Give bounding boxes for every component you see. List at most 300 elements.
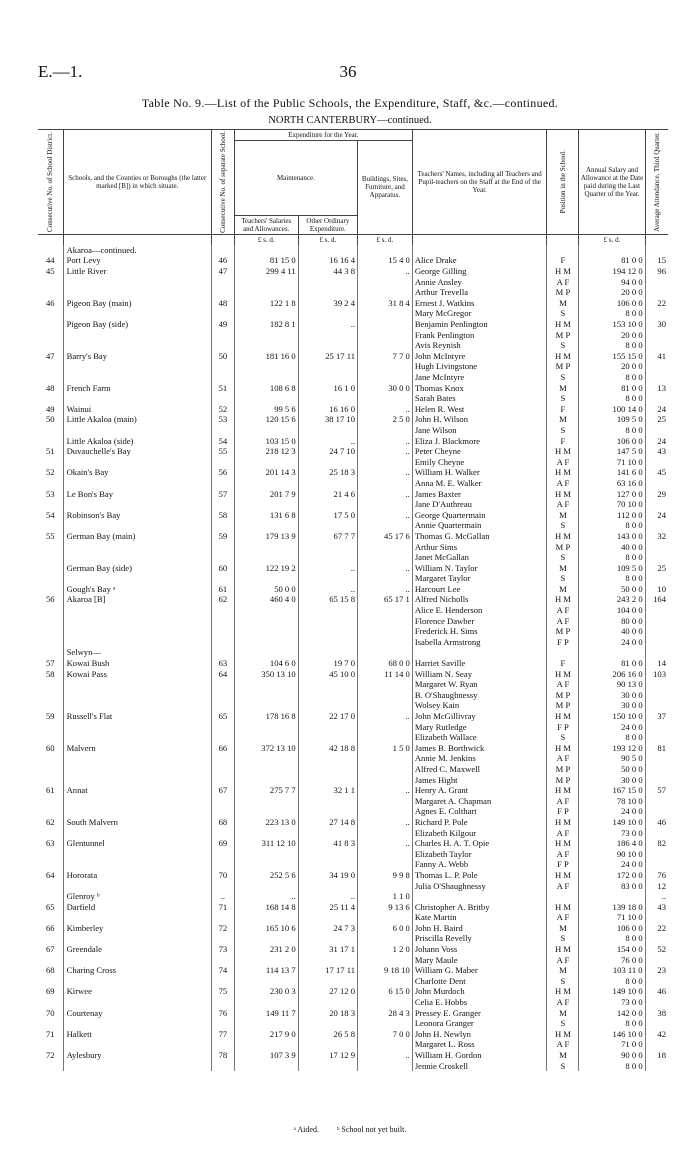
cell-attendance: 52 [657, 944, 666, 955]
cell-school-name: Charing Cross [63, 965, 211, 976]
cell-school-number [211, 393, 234, 404]
table-row [38, 933, 668, 944]
cell-district-number [38, 361, 63, 372]
cell-salaries: 218 12 3 [234, 446, 298, 457]
cell-district-number [38, 796, 63, 807]
table-row [38, 944, 668, 955]
cell-attendance [645, 605, 668, 616]
cell-school-name [63, 912, 211, 923]
cell-teacher-name: Sarah Bates [412, 393, 547, 404]
cell-district-number [38, 319, 63, 330]
cell-school-name: Hororata [63, 870, 211, 881]
cell-teacher-name: Harriet Saville [412, 658, 547, 669]
cell-attendance: 43 [657, 446, 666, 457]
cell-school-name: Gough's Bay ᵃ [63, 584, 211, 595]
cell-district-number [38, 552, 63, 563]
table-row [38, 1008, 668, 1019]
cell-position: A F [547, 616, 579, 627]
cell-position: M P [547, 542, 579, 553]
cell-buildings: 30 0 0 [358, 383, 413, 394]
cell-teacher-name: George Gilling [412, 266, 547, 277]
table-row [38, 828, 668, 839]
cell-teacher-name: John H. Newlyn [412, 1029, 547, 1040]
cell-school-name: Annat [63, 785, 211, 796]
cell-other-expenditure [298, 626, 357, 637]
cell-school-number [211, 912, 234, 923]
cell-school-name [63, 478, 211, 489]
table-row [38, 997, 668, 1008]
cell-teacher-name: William N. Taylor [412, 563, 547, 574]
cell-annual-salary: 100 14 0 [579, 404, 645, 415]
cell-attendance: 13 [657, 382, 666, 393]
cell-salaries [234, 775, 298, 786]
cell-teacher-name: Elizabeth Kilgour [412, 828, 547, 839]
cell-annual-salary: 103 11 0 [579, 965, 645, 976]
cell-school-number: 77 [211, 1029, 234, 1040]
cell-buildings: .. [358, 838, 413, 849]
cell-salaries [234, 330, 298, 341]
cell-buildings [358, 542, 413, 553]
cell-annual-salary [579, 891, 645, 902]
cell-attendance: 10 [657, 583, 666, 594]
cell-buildings: .. [358, 446, 413, 457]
cell-position: S [547, 308, 579, 319]
cell-district-number: 72 [38, 1050, 63, 1061]
cell-teacher-name: Arthur Sims [412, 542, 547, 553]
cell-district-number [38, 245, 63, 256]
cell-district-number [38, 679, 63, 690]
cell-annual-salary: 8 0 0 [579, 393, 645, 404]
cell-position: H M [547, 446, 579, 457]
cell-annual-salary: 155 15 0 [579, 351, 645, 362]
cell-teacher-name: Benjamin Penlington [412, 319, 547, 330]
cell-district-number [38, 775, 63, 786]
cell-salaries: 231 2 0 [234, 944, 298, 955]
cell-attendance: 24 [657, 435, 666, 446]
cell-annual-salary: 24 0 0 [579, 859, 645, 870]
cell-annual-salary: 24 0 0 [579, 722, 645, 733]
cell-school-number [211, 679, 234, 690]
cell-attendance [645, 308, 668, 319]
table-row [38, 594, 668, 605]
cell-other-expenditure: 19 7 0 [298, 658, 357, 669]
cell-district-number: 66 [38, 923, 63, 934]
cell-attendance: 24 [657, 509, 666, 520]
cell-teacher-name: Kate Martin [412, 912, 547, 923]
cell-district-number [38, 340, 63, 351]
cell-teacher-name: Alice Drake [412, 255, 547, 266]
cell-annual-salary: 8 0 0 [579, 1061, 645, 1072]
cell-teacher-name: Isabella Armstrong [412, 637, 547, 648]
cell-school-number: 52 [211, 404, 234, 415]
cell-position: H M [547, 1029, 579, 1040]
cell-salaries [234, 605, 298, 616]
cell-attendance [645, 542, 668, 553]
cell-attendance [645, 573, 668, 584]
cell-other-expenditure [298, 722, 357, 733]
cell-salaries: 103 15 0 [234, 436, 298, 447]
cell-school-name: Kowai Bush [63, 658, 211, 669]
cell-school-name [63, 393, 211, 404]
cell-school-name [63, 277, 211, 288]
cell-salaries: 299 4 11 [234, 266, 298, 277]
cell-school-name [63, 764, 211, 775]
cell-buildings: .. [358, 467, 413, 478]
cell-school-number [211, 722, 234, 733]
cell-school-number: 61 [211, 584, 234, 595]
cell-district-number [38, 457, 63, 468]
cell-salaries [234, 912, 298, 923]
table-row [38, 372, 668, 383]
table-header [38, 130, 668, 245]
cell-position: S [547, 372, 579, 383]
cell-school-name [63, 806, 211, 817]
cell-attendance [645, 933, 668, 944]
footnotes [0, 1125, 700, 1134]
cell-attendance [645, 796, 668, 807]
cell-district-number [38, 1039, 63, 1050]
cell-buildings [358, 933, 413, 944]
cell-annual-salary: 50 0 0 [579, 764, 645, 775]
cell-annual-salary [579, 647, 645, 658]
cell-teacher-name: Peter Cheyne [412, 446, 547, 457]
cell-buildings [358, 616, 413, 627]
cell-position [547, 245, 579, 256]
cell-school-number [211, 764, 234, 775]
cell-school-number [211, 478, 234, 489]
cell-school-name: Akaroa [B] [63, 594, 211, 605]
cell-buildings: .. [358, 436, 413, 447]
table-row [38, 287, 668, 298]
cell-salaries [234, 679, 298, 690]
cell-position: F [547, 658, 579, 669]
cell-salaries [234, 287, 298, 298]
cell-teacher-name [412, 891, 547, 902]
cell-position: M P [547, 626, 579, 637]
cell-position: A F [547, 828, 579, 839]
cell-salaries: 350 13 10 [234, 669, 298, 680]
header-schools: Schools, and the Counties or Boroughs (the latter marked [B]) in which situate. [63, 130, 211, 235]
cell-annual-salary: 30 0 0 [579, 775, 645, 786]
cell-school-name: Wainui [63, 404, 211, 415]
cell-attendance: 164 [653, 594, 666, 605]
cell-salaries [234, 1061, 298, 1072]
cell-buildings [358, 828, 413, 839]
cell-school-name [63, 637, 211, 648]
cell-school-name: French Farm [63, 383, 211, 394]
cell-position: M P [547, 287, 579, 298]
cell-district-number [38, 478, 63, 489]
cell-position: M P [547, 700, 579, 711]
cell-teacher-name: Christopher A. Britby [412, 902, 547, 913]
cell-position: F [547, 436, 579, 447]
cell-school-number [211, 277, 234, 288]
cell-buildings [358, 361, 413, 372]
cell-attendance [645, 679, 668, 690]
cell-attendance [645, 637, 668, 648]
cell-district-number: 67 [38, 944, 63, 955]
cell-school-name [63, 552, 211, 563]
cell-buildings [358, 245, 413, 256]
cell-school-number [211, 1018, 234, 1029]
cell-salaries: 168 14 8 [234, 902, 298, 913]
cell-annual-salary: 167 15 0 [579, 785, 645, 796]
cell-district-number: 61 [38, 785, 63, 796]
table-row [38, 669, 668, 680]
cell-position: M [547, 298, 579, 309]
cell-buildings: .. [358, 785, 413, 796]
cell-attendance [645, 753, 668, 764]
page-header [38, 62, 658, 84]
cell-attendance [645, 245, 668, 256]
cell-teacher-name: Alice E. Henderson [412, 605, 547, 616]
cell-school-name [63, 849, 211, 860]
cell-position: S [547, 933, 579, 944]
cell-annual-salary: 186 4 0 [579, 838, 645, 849]
cell-buildings [358, 340, 413, 351]
cell-school-number [211, 647, 234, 658]
table-title: Table No. 9.—List of the Public Schools, the Expenditure, Staff, &c.—continued. [141, 96, 559, 110]
cell-school-number: 49 [211, 319, 234, 330]
cell-buildings: .. [358, 563, 413, 574]
cell-school-number [211, 976, 234, 987]
cell-position: M [547, 1008, 579, 1019]
cell-position: H M [547, 351, 579, 362]
cell-other-expenditure [298, 277, 357, 288]
cell-teacher-name: Celia E. Hobbs [412, 997, 547, 1008]
cell-position: H M [547, 467, 579, 478]
cell-other-expenditure [298, 361, 357, 372]
cell-attendance [645, 912, 668, 923]
cell-annual-salary: 141 6 0 [579, 467, 645, 478]
cell-teacher-name: Alfred C. Maxwell [412, 764, 547, 775]
table-row [38, 478, 668, 489]
cell-attendance: 15 [657, 255, 666, 266]
cell-position: A F [547, 912, 579, 923]
cell-other-expenditure: 17 12 9 [298, 1050, 357, 1061]
cell-attendance [645, 1039, 668, 1050]
cell-buildings: 6 15 0 [358, 986, 413, 997]
table-row [38, 700, 668, 711]
cell-other-expenditure [298, 1018, 357, 1029]
cell-attendance [645, 616, 668, 627]
cell-salaries: 372 13 10 [234, 743, 298, 754]
cell-position: M [547, 563, 579, 574]
cell-annual-salary: 127 0 0 [579, 489, 645, 500]
cell-buildings [358, 1061, 413, 1072]
table-row [38, 489, 668, 500]
cell-teacher-name: Helen R. West [412, 404, 547, 415]
table-row [38, 605, 668, 616]
table-row [38, 986, 668, 997]
cell-position: S [547, 393, 579, 404]
cell-attendance [645, 775, 668, 786]
table-row [38, 499, 668, 510]
table-row [38, 1018, 668, 1029]
cell-other-expenditure [298, 393, 357, 404]
cell-school-name: Akaroa—continued. [63, 245, 211, 256]
cell-position: S [547, 573, 579, 584]
cell-other-expenditure: 38 17 10 [298, 414, 357, 425]
table-row [38, 870, 668, 881]
table-row [38, 1039, 668, 1050]
cell-teacher-name: Priscilla Revelly [412, 933, 547, 944]
cell-district-number [38, 997, 63, 1008]
cell-attendance [645, 806, 668, 817]
cell-school-name [63, 616, 211, 627]
cell-attendance [645, 1018, 668, 1029]
cell-school-number: 71 [211, 902, 234, 913]
cell-district-number: 47 [38, 351, 63, 362]
cell-annual-salary: 80 0 0 [579, 616, 645, 627]
cell-teacher-name: Arthur Trevella [412, 287, 547, 298]
cell-attendance: 24 [657, 403, 666, 414]
cell-school-number [211, 997, 234, 1008]
cell-annual-salary: 243 2 0 [579, 594, 645, 605]
cell-attendance [645, 722, 668, 733]
cell-position: M [547, 923, 579, 934]
cell-annual-salary: 8 0 0 [579, 933, 645, 944]
cell-district-number [38, 584, 63, 595]
cell-position: F P [547, 859, 579, 870]
header-salaries: Teachers' Salaries and Allowances. [234, 215, 298, 234]
table-row [38, 520, 668, 531]
cell-district-number [38, 859, 63, 870]
cell-annual-salary: 194 12 0 [579, 266, 645, 277]
cell-other-expenditure: 67 7 7 [298, 531, 357, 542]
cell-attendance [645, 372, 668, 383]
cell-school-name [63, 372, 211, 383]
cell-teacher-name: Janet McGallan [412, 552, 547, 563]
cell-district-number: 58 [38, 669, 63, 680]
cell-school-name: Little River [63, 266, 211, 277]
cell-salaries: 81 15 0 [234, 255, 298, 266]
table-row [38, 976, 668, 987]
cell-district-number: 49 [38, 404, 63, 415]
cell-annual-salary: 81 0 0 [579, 383, 645, 394]
cell-position: F [547, 404, 579, 415]
cell-teacher-name: Jane D'Authreau [412, 499, 547, 510]
table-row [38, 785, 668, 796]
cell-school-number: 78 [211, 1050, 234, 1061]
cell-other-expenditure [298, 997, 357, 1008]
cell-annual-salary: 30 0 0 [579, 700, 645, 711]
cell-position: S [547, 552, 579, 563]
cell-teacher-name: Mary Maule [412, 955, 547, 966]
cell-annual-salary: 40 0 0 [579, 626, 645, 637]
cell-school-name [63, 679, 211, 690]
cell-buildings [358, 700, 413, 711]
cell-position: F [547, 255, 579, 266]
cell-salaries [234, 393, 298, 404]
cell-salaries [234, 372, 298, 383]
cell-district-number: 50 [38, 414, 63, 425]
cell-district-number: 71 [38, 1029, 63, 1040]
table-row [38, 446, 668, 457]
cell-school-name: South Malvern [63, 817, 211, 828]
cell-district-number: 64 [38, 870, 63, 881]
units-buildings: £ s. d. [358, 234, 413, 245]
cell-school-number: 64 [211, 669, 234, 680]
cell-annual-salary: 106 0 0 [579, 923, 645, 934]
cell-salaries [234, 997, 298, 1008]
cell-salaries [234, 955, 298, 966]
cell-other-expenditure [298, 828, 357, 839]
cell-annual-salary: 8 0 0 [579, 520, 645, 531]
cell-attendance [645, 552, 668, 563]
table-row [38, 796, 668, 807]
cell-position: A F [547, 478, 579, 489]
header-buildings: Buildings, Sites, Furniture, and Apparatus. [358, 141, 413, 235]
cell-district-number [38, 764, 63, 775]
cell-position: H M [547, 319, 579, 330]
cell-school-name [63, 997, 211, 1008]
cell-salaries: 223 13 0 [234, 817, 298, 828]
cell-annual-salary: 20 0 0 [579, 361, 645, 372]
cell-district-number [38, 637, 63, 648]
cell-school-number: 75 [211, 986, 234, 997]
cell-school-number [211, 372, 234, 383]
cell-salaries [234, 806, 298, 817]
cell-school-name: Russell's Flat [63, 711, 211, 722]
cell-position: M [547, 383, 579, 394]
table-row [38, 266, 668, 277]
cell-attendance: 22 [657, 922, 666, 933]
cell-attendance [645, 828, 668, 839]
cell-salaries: 149 11 7 [234, 1008, 298, 1019]
cell-teacher-name: George Quartermain [412, 510, 547, 521]
table-row [38, 414, 668, 425]
cell-salaries [234, 573, 298, 584]
cell-school-name: Pigeon Bay (side) [63, 319, 211, 330]
cell-annual-salary: 81 0 0 [579, 255, 645, 266]
cell-district-number [38, 891, 63, 902]
cell-position: H M [547, 986, 579, 997]
cell-attendance: 29 [657, 488, 666, 499]
cell-attendance: 18 [657, 1050, 666, 1060]
cell-other-expenditure: 45 10 0 [298, 669, 357, 680]
cell-salaries: 179 13 9 [234, 531, 298, 542]
cell-school-name [63, 573, 211, 584]
cell-district-number: 70 [38, 1008, 63, 1019]
cell-position: A F [547, 1039, 579, 1050]
cell-buildings: .. [358, 489, 413, 500]
cell-buildings [358, 520, 413, 531]
cell-attendance [645, 849, 668, 860]
cell-school-number: 51 [211, 383, 234, 394]
cell-school-number [211, 361, 234, 372]
cell-school-number [211, 308, 234, 319]
cell-attendance [645, 520, 668, 531]
cell-other-expenditure [298, 245, 357, 256]
cell-buildings [358, 976, 413, 987]
cell-annual-salary: 71 0 0 [579, 1039, 645, 1050]
cell-position: A F [547, 881, 579, 892]
cell-school-name [63, 828, 211, 839]
cell-district-number [38, 520, 63, 531]
cell-annual-salary: 8 0 0 [579, 552, 645, 563]
cell-buildings: 11 14 0 [358, 669, 413, 680]
cell-annual-salary: 149 10 0 [579, 986, 645, 997]
cell-school-number: 74 [211, 965, 234, 976]
cell-buildings [358, 955, 413, 966]
table-row [38, 881, 668, 892]
cell-other-expenditure: .. [298, 563, 357, 574]
cell-position: H M [547, 266, 579, 277]
cell-position: H M [547, 743, 579, 754]
cell-annual-salary: 109 5 0 [579, 563, 645, 574]
cell-salaries [234, 520, 298, 531]
